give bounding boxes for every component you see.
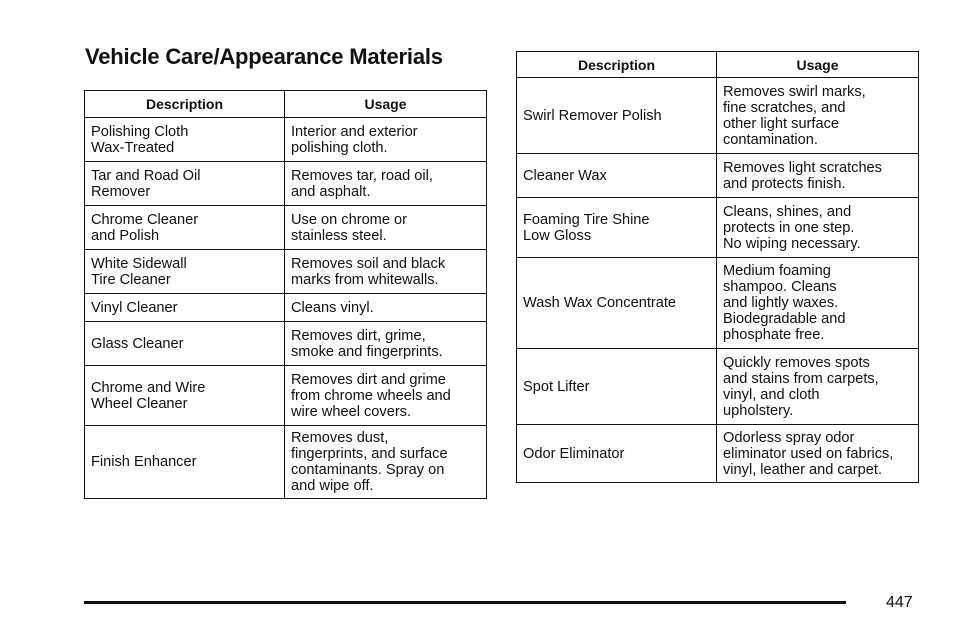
description-cell: Swirl Remover Polish bbox=[517, 78, 717, 154]
description-cell: Glass Cleaner bbox=[85, 322, 285, 366]
table-row bbox=[85, 162, 487, 206]
usage-cell: Use on chrome or stainless steel. bbox=[285, 206, 487, 250]
table-row bbox=[85, 206, 487, 250]
description-cell: Wash Wax Concentrate bbox=[517, 258, 717, 349]
usage-cell: Odorless spray odor eliminator used on fabrics, vinyl, leather and carpet. bbox=[717, 425, 919, 483]
description-cell: Chrome Cleaner and Polish bbox=[85, 206, 285, 250]
description-column-header: Description bbox=[517, 52, 717, 78]
table-row bbox=[517, 198, 919, 258]
table-row bbox=[517, 78, 919, 154]
table-header-row bbox=[85, 91, 487, 118]
usage-cell: Removes tar, road oil, and asphalt. bbox=[285, 162, 487, 206]
materials-table-left bbox=[84, 90, 487, 499]
materials-table-right bbox=[516, 51, 919, 483]
description-cell: Tar and Road Oil Remover bbox=[85, 162, 285, 206]
page-title: Vehicle Care/Appearance Materials bbox=[85, 44, 443, 69]
table-row bbox=[85, 250, 487, 294]
table-row bbox=[517, 258, 919, 349]
table-row bbox=[85, 322, 487, 366]
usage-cell: Removes dirt and grime from chrome wheels and wire wheel covers. bbox=[285, 366, 487, 426]
table-row bbox=[85, 294, 487, 322]
usage-cell: Quickly removes spots and stains from carpets, vinyl, and cloth upholstery. bbox=[717, 349, 919, 425]
description-cell: Cleaner Wax bbox=[517, 154, 717, 198]
description-cell: Odor Eliminator bbox=[517, 425, 717, 483]
usage-cell: Interior and exterior polishing cloth. bbox=[285, 118, 487, 162]
table-row bbox=[517, 349, 919, 425]
description-cell: Finish Enhancer bbox=[85, 426, 285, 499]
usage-cell: Removes soil and black marks from whitewalls. bbox=[285, 250, 487, 294]
usage-cell: Removes light scratches and protects finish. bbox=[717, 154, 919, 198]
description-cell: Spot Lifter bbox=[517, 349, 717, 425]
usage-cell: Cleans vinyl. bbox=[285, 294, 487, 322]
table-row bbox=[85, 118, 487, 162]
description-column-header: Description bbox=[85, 91, 285, 118]
footer-rule bbox=[84, 601, 846, 604]
usage-cell: Removes swirl marks, fine scratches, and other light surface contamination. bbox=[717, 78, 919, 154]
usage-cell: Removes dirt, grime, smoke and fingerprints. bbox=[285, 322, 487, 366]
page-number: 447 bbox=[886, 594, 913, 611]
table-row bbox=[517, 154, 919, 198]
description-cell: Chrome and Wire Wheel Cleaner bbox=[85, 366, 285, 426]
description-cell: Polishing Cloth Wax-Treated bbox=[85, 118, 285, 162]
usage-column-header: Usage bbox=[717, 52, 919, 78]
table-row bbox=[85, 426, 487, 499]
usage-cell: Cleans, shines, and protects in one step. No wiping necessary. bbox=[717, 198, 919, 258]
table-row bbox=[517, 425, 919, 483]
usage-cell: Medium foaming shampoo. Cleans and lightly waxes. Biodegradable and phosphate free. bbox=[717, 258, 919, 349]
usage-cell: Removes dust, fingerprints, and surface contaminants. Spray on and wipe off. bbox=[285, 426, 487, 499]
description-cell: Vinyl Cleaner bbox=[85, 294, 285, 322]
table-row bbox=[85, 366, 487, 426]
usage-column-header: Usage bbox=[285, 91, 487, 118]
description-cell: Foaming Tire Shine Low Gloss bbox=[517, 198, 717, 258]
table-header-row bbox=[517, 52, 919, 78]
description-cell: White Sidewall Tire Cleaner bbox=[85, 250, 285, 294]
